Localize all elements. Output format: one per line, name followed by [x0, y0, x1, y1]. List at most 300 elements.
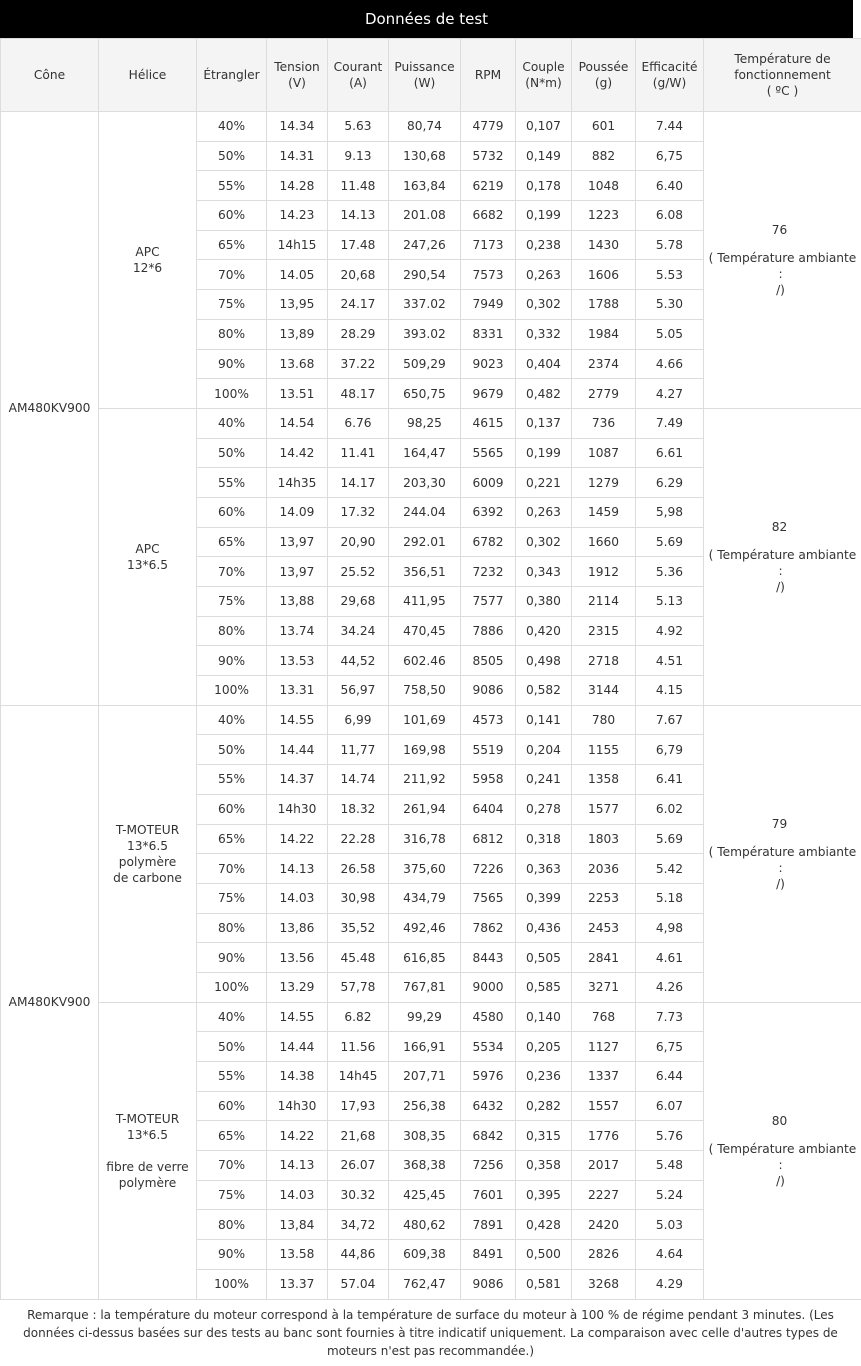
data-cell: 5732 — [461, 141, 516, 171]
data-cell: 7232 — [461, 557, 516, 587]
data-cell: 25.52 — [328, 557, 389, 587]
data-cell: 7.67 — [636, 705, 704, 735]
data-cell: 758,50 — [389, 676, 461, 706]
data-cell: 99,29 — [389, 1002, 461, 1032]
data-cell: 14.44 — [267, 1032, 328, 1062]
data-cell: 14h45 — [328, 1062, 389, 1092]
data-cell: 780 — [572, 705, 636, 735]
data-cell: 470,45 — [389, 616, 461, 646]
data-cell: 0,428 — [516, 1210, 572, 1240]
data-cell: 7862 — [461, 913, 516, 943]
data-cell: 356,51 — [389, 557, 461, 587]
data-cell: 5.69 — [636, 527, 704, 557]
data-cell: 55% — [197, 171, 267, 201]
data-cell: 14.38 — [267, 1062, 328, 1092]
propeller-cell: APC 13*6.5 — [99, 408, 197, 705]
ambient-close: /) — [776, 876, 785, 891]
data-cell: 100% — [197, 379, 267, 409]
data-cell: 602.46 — [389, 646, 461, 676]
data-cell: 5519 — [461, 735, 516, 765]
data-cell: 2374 — [572, 349, 636, 379]
header-couple: Couple (N*m) — [516, 39, 572, 112]
data-cell: 0,582 — [516, 676, 572, 706]
data-cell: 0,404 — [516, 349, 572, 379]
temperature-cell — [704, 112, 861, 409]
data-cell: 375,60 — [389, 854, 461, 884]
data-cell: 5.42 — [636, 854, 704, 884]
data-cell: 14.54 — [267, 408, 328, 438]
data-cell: 9086 — [461, 1269, 516, 1299]
data-cell: 290,54 — [389, 260, 461, 290]
data-cell: 11.41 — [328, 438, 389, 468]
data-cell: 4.51 — [636, 646, 704, 676]
data-cell: 0,498 — [516, 646, 572, 676]
data-cell: 767,81 — [389, 972, 461, 1002]
data-cell: 6.44 — [636, 1062, 704, 1092]
motor-cell: AM480KV900 — [1, 705, 99, 1299]
data-cell: 0,436 — [516, 913, 572, 943]
data-cell: 0,420 — [516, 616, 572, 646]
data-cell: 13,97 — [267, 557, 328, 587]
data-cell: 0,107 — [516, 112, 572, 142]
data-cell: 98,25 — [389, 408, 461, 438]
data-cell: 393.02 — [389, 319, 461, 349]
data-cell: 50% — [197, 735, 267, 765]
data-cell: 2718 — [572, 646, 636, 676]
data-cell: 4.92 — [636, 616, 704, 646]
data-cell: 5.48 — [636, 1151, 704, 1181]
data-cell: 201.08 — [389, 201, 461, 231]
data-cell: 6.61 — [636, 438, 704, 468]
ambient-colon: : — [778, 266, 783, 281]
data-cell: 7.49 — [636, 408, 704, 438]
data-cell: 13,95 — [267, 290, 328, 320]
ambient-label: ( Température ambiante — [708, 844, 857, 859]
data-cell: 5.05 — [636, 319, 704, 349]
data-cell: 169,98 — [389, 735, 461, 765]
data-cell: 1984 — [572, 319, 636, 349]
data-cell: 4.66 — [636, 349, 704, 379]
temperature-block — [704, 519, 861, 595]
data-cell: 203,30 — [389, 468, 461, 498]
page-title: Données de test — [0, 0, 853, 38]
header-rpm: RPM — [461, 39, 516, 112]
data-cell: 1803 — [572, 824, 636, 854]
data-cell: 0,263 — [516, 260, 572, 290]
data-cell: 1912 — [572, 557, 636, 587]
data-cell: 6432 — [461, 1091, 516, 1121]
data-cell: 9.13 — [328, 141, 389, 171]
ambient-label: ( Température ambiante — [708, 547, 857, 562]
table-row — [1, 408, 861, 438]
header-helice: Hélice — [99, 39, 197, 112]
data-cell: 50% — [197, 438, 267, 468]
ambient-label: ( Température ambiante — [708, 1141, 857, 1156]
data-cell: 70% — [197, 557, 267, 587]
temperature-block — [704, 222, 861, 298]
data-cell: 90% — [197, 943, 267, 973]
data-cell: 60% — [197, 794, 267, 824]
temperature-cell — [704, 705, 861, 1002]
data-cell: 1358 — [572, 765, 636, 795]
data-cell: 34,72 — [328, 1210, 389, 1240]
data-cell: 6,75 — [636, 141, 704, 171]
data-cell: 60% — [197, 201, 267, 231]
data-cell: 55% — [197, 468, 267, 498]
data-cell: 13.31 — [267, 676, 328, 706]
ambient-label: ( Température ambiante — [708, 250, 857, 265]
data-cell: 13.74 — [267, 616, 328, 646]
data-cell: 21,68 — [328, 1121, 389, 1151]
data-cell: 65% — [197, 824, 267, 854]
data-cell: 368,38 — [389, 1151, 461, 1181]
data-cell: 56,97 — [328, 676, 389, 706]
data-cell: 211,92 — [389, 765, 461, 795]
data-cell: 9023 — [461, 349, 516, 379]
data-cell: 75% — [197, 290, 267, 320]
data-cell: 100% — [197, 972, 267, 1002]
data-cell: 6,75 — [636, 1032, 704, 1062]
data-cell: 90% — [197, 349, 267, 379]
data-cell: 34.24 — [328, 616, 389, 646]
header-efficacite: Efficacité (g/W) — [636, 39, 704, 112]
data-cell: 14h15 — [267, 230, 328, 260]
data-cell: 1087 — [572, 438, 636, 468]
data-cell: 6219 — [461, 171, 516, 201]
data-cell: 1127 — [572, 1032, 636, 1062]
data-cell: 0,221 — [516, 468, 572, 498]
data-cell: 0,581 — [516, 1269, 572, 1299]
data-cell: 20,90 — [328, 527, 389, 557]
data-cell: 4.29 — [636, 1269, 704, 1299]
data-cell: 14.13 — [328, 201, 389, 231]
data-cell: 75% — [197, 883, 267, 913]
data-cell: 7.44 — [636, 112, 704, 142]
header-row — [1, 39, 861, 112]
data-cell: 7573 — [461, 260, 516, 290]
data-cell: 2114 — [572, 587, 636, 617]
data-cell: 14.23 — [267, 201, 328, 231]
data-cell: 5.36 — [636, 557, 704, 587]
header-courant: Courant (A) — [328, 39, 389, 112]
data-cell: 0,363 — [516, 854, 572, 884]
data-cell: 4580 — [461, 1002, 516, 1032]
data-cell: 768 — [572, 1002, 636, 1032]
data-cell: 2227 — [572, 1180, 636, 1210]
data-cell: 50% — [197, 141, 267, 171]
data-cell: 13,84 — [267, 1210, 328, 1240]
data-cell: 650,75 — [389, 379, 461, 409]
data-cell: 0,263 — [516, 497, 572, 527]
data-cell: 0,399 — [516, 883, 572, 913]
data-cell: 40% — [197, 1002, 267, 1032]
data-cell: 2315 — [572, 616, 636, 646]
data-cell: 13.58 — [267, 1240, 328, 1270]
data-cell: 70% — [197, 854, 267, 884]
data-cell: 0,343 — [516, 557, 572, 587]
data-cell: 256,38 — [389, 1091, 461, 1121]
data-cell: 480,62 — [389, 1210, 461, 1240]
data-cell: 14.05 — [267, 260, 328, 290]
data-cell: 14h30 — [267, 794, 328, 824]
data-cell: 1279 — [572, 468, 636, 498]
data-cell: 7949 — [461, 290, 516, 320]
data-cell: 14.28 — [267, 171, 328, 201]
data-cell: 5958 — [461, 765, 516, 795]
data-cell: 0,358 — [516, 1151, 572, 1181]
data-cell: 4779 — [461, 112, 516, 142]
data-cell: 6009 — [461, 468, 516, 498]
data-cell: 7226 — [461, 854, 516, 884]
data-cell: 0,204 — [516, 735, 572, 765]
data-cell: 6.41 — [636, 765, 704, 795]
data-cell: 40% — [197, 408, 267, 438]
data-cell: 5.18 — [636, 883, 704, 913]
data-cell: 5.63 — [328, 112, 389, 142]
temperature-block — [704, 1113, 861, 1189]
data-cell: 0,585 — [516, 972, 572, 1002]
table-row — [1, 112, 861, 142]
data-cell: 2036 — [572, 854, 636, 884]
data-cell: 65% — [197, 1121, 267, 1151]
data-cell: 44,86 — [328, 1240, 389, 1270]
data-cell: 130,68 — [389, 141, 461, 171]
data-cell: 2779 — [572, 379, 636, 409]
temperature-value: 80 — [771, 1113, 788, 1128]
data-cell: 0,482 — [516, 379, 572, 409]
data-cell: 7256 — [461, 1151, 516, 1181]
data-cell: 1577 — [572, 794, 636, 824]
data-cell: 411,95 — [389, 587, 461, 617]
data-cell: 90% — [197, 646, 267, 676]
data-cell: 11.56 — [328, 1032, 389, 1062]
data-cell: 6,79 — [636, 735, 704, 765]
data-cell: 1048 — [572, 171, 636, 201]
data-cell: 6.07 — [636, 1091, 704, 1121]
data-cell: 40% — [197, 112, 267, 142]
data-cell: 292.01 — [389, 527, 461, 557]
data-cell: 8443 — [461, 943, 516, 973]
data-cell: 35,52 — [328, 913, 389, 943]
data-cell: 0,141 — [516, 705, 572, 735]
data-cell: 75% — [197, 587, 267, 617]
data-cell: 9086 — [461, 676, 516, 706]
data-cell: 14.74 — [328, 765, 389, 795]
data-cell: 0,149 — [516, 141, 572, 171]
data-cell: 100% — [197, 1269, 267, 1299]
data-cell: 50% — [197, 1032, 267, 1062]
table-body — [1, 112, 861, 1300]
data-cell: 18.32 — [328, 794, 389, 824]
data-cell: 14.03 — [267, 1180, 328, 1210]
data-cell: 13.68 — [267, 349, 328, 379]
data-cell: 6782 — [461, 527, 516, 557]
header-etrangler: Étrangler — [197, 39, 267, 112]
data-cell: 2253 — [572, 883, 636, 913]
data-cell: 6.82 — [328, 1002, 389, 1032]
data-cell: 0,500 — [516, 1240, 572, 1270]
header-tension: Tension (V) — [267, 39, 328, 112]
data-cell: 0,278 — [516, 794, 572, 824]
data-cell: 7601 — [461, 1180, 516, 1210]
data-cell: 13.51 — [267, 379, 328, 409]
data-cell: 7.73 — [636, 1002, 704, 1032]
data-cell: 55% — [197, 765, 267, 795]
table-row — [1, 705, 861, 735]
data-cell: 70% — [197, 1151, 267, 1181]
data-cell: 65% — [197, 230, 267, 260]
data-cell: 14.22 — [267, 824, 328, 854]
data-cell: 24.17 — [328, 290, 389, 320]
data-cell: 425,45 — [389, 1180, 461, 1210]
data-cell: 261,94 — [389, 794, 461, 824]
data-cell: 5.76 — [636, 1121, 704, 1151]
data-cell: 6.40 — [636, 171, 704, 201]
data-cell: 60% — [197, 497, 267, 527]
data-cell: 616,85 — [389, 943, 461, 973]
data-cell: 5,98 — [636, 497, 704, 527]
data-cell: 0,282 — [516, 1091, 572, 1121]
data-cell: 6.08 — [636, 201, 704, 231]
data-cell: 70% — [197, 260, 267, 290]
data-cell: 0,205 — [516, 1032, 572, 1062]
data-cell: 22.28 — [328, 824, 389, 854]
data-cell: 4.64 — [636, 1240, 704, 1270]
data-cell: 1660 — [572, 527, 636, 557]
data-cell: 3268 — [572, 1269, 636, 1299]
data-cell: 14.55 — [267, 705, 328, 735]
data-cell: 17.32 — [328, 497, 389, 527]
data-cell: 37.22 — [328, 349, 389, 379]
data-cell: 6.76 — [328, 408, 389, 438]
data-cell: 1155 — [572, 735, 636, 765]
data-cell: 601 — [572, 112, 636, 142]
data-cell: 163,84 — [389, 171, 461, 201]
data-cell: 80% — [197, 1210, 267, 1240]
data-cell: 14h35 — [267, 468, 328, 498]
data-cell: 13.56 — [267, 943, 328, 973]
table-row — [1, 1002, 861, 1032]
temperature-value: 82 — [771, 519, 788, 534]
data-cell: 28.29 — [328, 319, 389, 349]
data-cell: 13,97 — [267, 527, 328, 557]
data-cell: 164,47 — [389, 438, 461, 468]
data-cell: 0,505 — [516, 943, 572, 973]
data-cell: 609,38 — [389, 1240, 461, 1270]
data-cell: 7173 — [461, 230, 516, 260]
data-cell: 207,71 — [389, 1062, 461, 1092]
data-cell: 80% — [197, 616, 267, 646]
data-cell: 434,79 — [389, 883, 461, 913]
data-cell: 337.02 — [389, 290, 461, 320]
data-cell: 0,238 — [516, 230, 572, 260]
data-cell: 2017 — [572, 1151, 636, 1181]
data-cell: 57,78 — [328, 972, 389, 1002]
data-cell: 7577 — [461, 587, 516, 617]
data-cell: 13.53 — [267, 646, 328, 676]
data-cell: 0,302 — [516, 527, 572, 557]
temperature-value: 79 — [771, 816, 788, 831]
data-cell: 308,35 — [389, 1121, 461, 1151]
data-cell: 14.55 — [267, 1002, 328, 1032]
data-cell: 90% — [197, 1240, 267, 1270]
data-cell: 5.30 — [636, 290, 704, 320]
data-cell: 8331 — [461, 319, 516, 349]
data-cell: 26.58 — [328, 854, 389, 884]
data-cell: 14.34 — [267, 112, 328, 142]
data-cell: 30,98 — [328, 883, 389, 913]
data-cell: 14.31 — [267, 141, 328, 171]
data-cell: 1337 — [572, 1062, 636, 1092]
data-cell: 14h30 — [267, 1091, 328, 1121]
data-cell: 6682 — [461, 201, 516, 231]
data-cell: 0,318 — [516, 824, 572, 854]
header-temperature: Température de fonctionnement ( ºC ) — [704, 39, 861, 112]
data-cell: 20,68 — [328, 260, 389, 290]
data-cell: 1606 — [572, 260, 636, 290]
data-cell: 14.44 — [267, 735, 328, 765]
data-cell: 100% — [197, 676, 267, 706]
data-cell: 7565 — [461, 883, 516, 913]
data-cell: 17,93 — [328, 1091, 389, 1121]
data-cell: 5.53 — [636, 260, 704, 290]
data-cell: 14.42 — [267, 438, 328, 468]
data-cell: 8491 — [461, 1240, 516, 1270]
data-cell: 30.32 — [328, 1180, 389, 1210]
data-cell: 5.69 — [636, 824, 704, 854]
temperature-cell — [704, 1002, 861, 1299]
remark-note: Remarque : la température du moteur correspond à la température de surface du moteur à 100 % de régime pendant 3 minutes. (Les données ci-dessus basées sur des tests au banc sont fournies à titre indicatif uniquement. La comparaison avec celle d'autres types de moteurs n'est pas recommandée.) — [23, 1308, 838, 1358]
data-cell: 80,74 — [389, 112, 461, 142]
motor-cell: AM480KV900 — [1, 112, 99, 706]
propeller-cell: T-MOTEUR 13*6.5 polymère de carbone — [99, 705, 197, 1002]
data-cell: 101,69 — [389, 705, 461, 735]
data-cell: 0,380 — [516, 587, 572, 617]
data-cell: 0,140 — [516, 1002, 572, 1032]
data-cell: 0,302 — [516, 290, 572, 320]
data-cell: 13.37 — [267, 1269, 328, 1299]
ambient-colon: : — [778, 563, 783, 578]
ambient-colon: : — [778, 1157, 783, 1172]
data-cell: 45.48 — [328, 943, 389, 973]
ambient-close: /) — [776, 282, 785, 297]
ambient-colon: : — [778, 860, 783, 875]
data-cell: 6842 — [461, 1121, 516, 1151]
data-cell: 0,315 — [516, 1121, 572, 1151]
data-cell: 5.24 — [636, 1180, 704, 1210]
data-cell: 5.13 — [636, 587, 704, 617]
header-cone: Cône — [1, 39, 99, 112]
data-cell: 7886 — [461, 616, 516, 646]
data-cell: 9000 — [461, 972, 516, 1002]
data-cell: 0,178 — [516, 171, 572, 201]
data-cell: 8505 — [461, 646, 516, 676]
data-cell: 6392 — [461, 497, 516, 527]
data-cell: 6812 — [461, 824, 516, 854]
data-cell: 2841 — [572, 943, 636, 973]
data-cell: 509,29 — [389, 349, 461, 379]
data-cell: 48.17 — [328, 379, 389, 409]
data-cell: 5.78 — [636, 230, 704, 260]
data-cell: 2453 — [572, 913, 636, 943]
data-cell: 4615 — [461, 408, 516, 438]
data-cell: 0,137 — [516, 408, 572, 438]
data-cell: 0,236 — [516, 1062, 572, 1092]
data-cell: 882 — [572, 141, 636, 171]
data-cell: 3144 — [572, 676, 636, 706]
propeller-cell: T-MOTEUR 13*6.5 fibre de verre polymère — [99, 1002, 197, 1299]
data-cell: 14.09 — [267, 497, 328, 527]
